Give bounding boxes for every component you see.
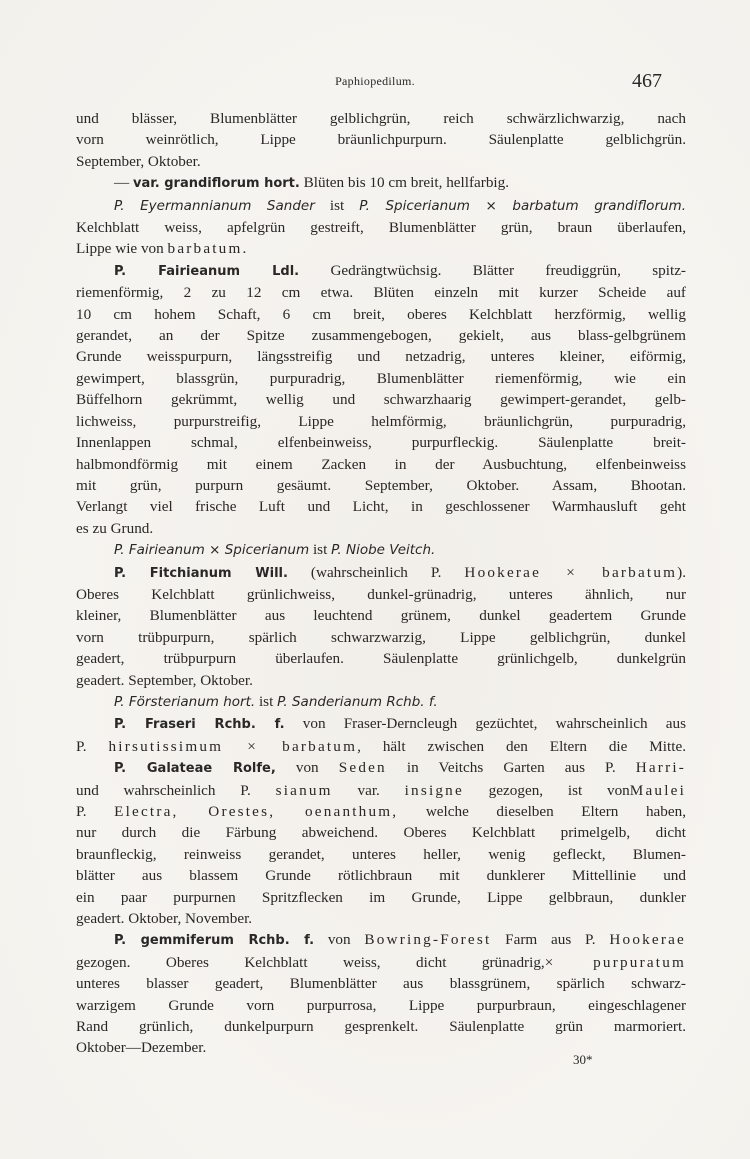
text-line — [76, 411, 686, 432]
line-text: und blässer, Blumenblätter gelblichgrün, reich schwärzlichwarzig, nach — [76, 110, 686, 127]
line-text: welche dieselben Eltern haben, — [398, 803, 686, 820]
line-text: Blüten bis 10 cm breit, hellfarbig. — [299, 174, 510, 192]
text-line — [76, 757, 686, 779]
line-text: vorn trübpurpurn, spärlich schwarzwarzig, Lippe gelblichgrün, dunkel — [76, 628, 686, 646]
text-line — [76, 1037, 686, 1058]
spaced-name: Hookerae — [609, 931, 686, 949]
line-text: gezogen, ist von — [463, 781, 630, 799]
hybrid-name-italic: P. Fairieanum × Spicerianum — [114, 542, 310, 559]
spaced-name: Bowring-Forest — [364, 931, 492, 949]
running-head: Paphiopedilum. — [335, 74, 415, 88]
text-line — [76, 260, 686, 282]
text-line — [76, 584, 686, 605]
text-line — [76, 346, 686, 367]
species-name-bold: P. Fairieanum Ldl. — [114, 263, 300, 279]
spaced-name: sianum — [275, 781, 333, 799]
line-text: Büffelhorn gekrümmt, wellig und schwarzhaarig gewimpert-gerandet, gelb- — [76, 391, 686, 409]
spaced-name: × purpuratum — [544, 953, 686, 971]
text-line — [76, 454, 686, 475]
species-name-bold: var. grandiflorum hort. — [132, 176, 300, 192]
line-text: Verlangt viel frische Luft und Licht, in geschlossener Warmhausluft geht — [76, 498, 686, 516]
line-text: gerandet, an der Spitze zusammengebogen, gekielt, aus blass-gelbgrünem — [76, 327, 686, 345]
text-line — [76, 670, 686, 691]
text-line — [76, 605, 686, 626]
hybrid-name-italic: P. Spicerianum × barbatum grandiflorum. — [359, 197, 686, 214]
line-text: braunfleckig, reinweiss gerandet, unteres heller, wenig gefleckt, Blumen- — [76, 845, 686, 863]
line-text: Gedrängtwüchsig. Blätter freudiggrün, spitz- — [299, 261, 686, 279]
text-line — [76, 865, 686, 886]
line-text: — — [114, 174, 133, 192]
line-text: von Fraser-Derncleugh gezüchtet, wahrscheinlich aus — [284, 715, 686, 733]
text-line — [76, 389, 686, 410]
line-text: September, Oktober. — [76, 152, 201, 170]
spaced-name: Harri- — [635, 759, 686, 777]
text-line — [76, 325, 686, 346]
line-text: Grunde weisspurpurn, längsstreifig und netzadrig, unteres kleiner, eiförmig, — [76, 348, 686, 366]
text-line — [76, 304, 686, 325]
hybrid-name-italic: P. Niobe Veitch. — [331, 542, 436, 559]
line-text: riemenförmig, 2 zu 12 cm etwa. Blüten einzeln mit kurzer Scheide auf — [76, 284, 686, 302]
species-name-bold: P. Galateae Rolfe, — [114, 761, 276, 777]
line-text: ). — [677, 563, 686, 581]
line-text: gezogen. Oberes Kelchblatt weiss, dicht grünadrig, — [76, 953, 545, 971]
line-text: und wahrscheinlich P. — [76, 781, 276, 799]
line-text: Kelchblatt weiss, apfelgrün gestreift, Blumenblätter grün, braun überlaufen, — [76, 219, 686, 237]
line-text: ist — [255, 692, 278, 710]
line-text: Farm aus P. — [491, 931, 610, 949]
text-line — [76, 973, 686, 994]
spaced-name: hirsutissimum × barbatum — [108, 737, 358, 755]
text-line — [76, 217, 686, 238]
text-line — [76, 780, 686, 801]
line-text: Innenlappen schmal, elfenbeinweiss, purpurfleckig. Säulenplatte breit- — [76, 434, 686, 452]
line-text: mit grün, purpurn gesäumt. September, Oktober. Assam, Bhootan. — [76, 476, 686, 494]
spaced-name: Maulei — [629, 781, 686, 799]
line-text: vorn weinrötlich, Lippe bräunlichpurpurn. Säulenplatte gelblichgrün. — [76, 131, 686, 149]
line-text: blätter aus blassem Grunde rötlichbraun mit dunklerer Mittellinie und — [76, 867, 686, 885]
text-line — [76, 172, 686, 194]
line-text: unteres blasser geadert, Blumenblätter aus blassgrünem, spärlich schwarz- — [76, 975, 686, 993]
text-line — [76, 995, 686, 1016]
spaced-name: Hookerae × barbatum — [464, 563, 678, 581]
text-line — [76, 108, 686, 129]
line-text: Rand grünlich, dunkelpurpurn gesprenkelt. Säulenplatte grün marmoriert. — [76, 1018, 686, 1036]
text-line — [76, 129, 686, 150]
spaced-name: Seden — [338, 759, 387, 777]
hybrid-name-italic: P. Försterianum hort. — [114, 693, 256, 710]
line-text: von — [314, 931, 365, 949]
line-text: kleiner, Blumenblätter aus leuchtend grünem, dunkel geadertem Grunde — [76, 607, 686, 625]
species-name-bold: P. Fitchianum Will. — [114, 565, 288, 581]
text-line — [76, 844, 686, 865]
text-line — [76, 562, 686, 584]
line-text: Lippe wie von — [76, 240, 168, 258]
text-line — [76, 432, 686, 453]
text-line — [76, 518, 686, 539]
line-text: ist — [309, 541, 332, 559]
text-line — [76, 908, 686, 929]
spaced-name: Electra, Orestes, oenanthum, — [114, 803, 399, 820]
line-text: halbmondförmig mit einem Zacken in der Ausbuchtung, elfenbeinweiss — [76, 455, 686, 473]
text-line — [76, 539, 686, 561]
text-line — [76, 475, 686, 496]
text-line — [76, 691, 686, 713]
line-text: Oberes Kelchblatt grünlichweiss, dunkel-grünadrig, unteres ähnlich, nur — [76, 585, 686, 603]
species-name-bold: P. Fraseri Rchb. f. — [114, 717, 285, 733]
spaced-name: insigne — [404, 781, 464, 799]
line-text: Oktober—Dezember. — [76, 1039, 207, 1057]
text-line — [76, 713, 686, 735]
text-line — [76, 929, 686, 951]
line-text: geadert. September, Oktober. — [76, 671, 253, 689]
text-line — [76, 801, 686, 822]
line-text: warzigem Grunde vorn purpurrosa, Lippe purpurbraun, eingeschlagener — [76, 996, 686, 1014]
hybrid-name-italic: P. Sanderianum Rchb. f. — [277, 693, 438, 710]
body-text — [76, 108, 686, 1059]
line-text: nur durch die Färbung abweichend. Oberes Kelchblatt primelgelb, dicht — [76, 824, 686, 842]
line-text: (wahrscheinlich P. — [287, 563, 465, 581]
line-text: 10 cm hohem Schaft, 6 cm breit, oberes Kelchblatt herzförmig, wellig — [76, 305, 686, 323]
signature-mark: 30* — [573, 1052, 593, 1067]
page-number: 467 — [632, 70, 662, 92]
text-line — [76, 648, 686, 669]
line-text: von — [275, 759, 339, 777]
text-line — [76, 368, 686, 389]
species-name-bold: P. gemmiferum Rchb. f. — [114, 933, 315, 949]
text-line — [76, 238, 686, 259]
spaced-name: barbatum. — [167, 240, 249, 258]
line-text: es zu Grund. — [76, 519, 154, 537]
line-text: lichweiss, purpurstreifig, Lippe helmförmig, bräunlichgrün, purpuradrig, — [76, 412, 686, 430]
line-text: P. — [76, 737, 109, 755]
text-line — [76, 822, 686, 843]
line-text: geadert, trübpurpurn überlaufen. Säulenplatte grünlichgelb, dunkelgrün — [76, 650, 686, 668]
text-line — [76, 496, 686, 517]
line-text: ein paar purpurnen Spritzflecken im Grunde, Lippe gelbbraun, dunkler — [76, 888, 686, 906]
text-line — [76, 627, 686, 648]
line-text: gewimpert, blassgrün, purpuradrig, Blumenblätter riemenförmig, wie ein — [76, 369, 686, 387]
text-line — [76, 1016, 686, 1037]
text-line — [76, 151, 686, 172]
hybrid-name-italic: P. Eyermannianum Sander — [114, 197, 315, 214]
line-text: var. — [332, 781, 405, 799]
line-text: in Veitchs Garten aus P. — [386, 759, 636, 777]
text-line — [76, 736, 686, 757]
line-text: ist — [314, 196, 360, 214]
text-line — [76, 887, 686, 908]
line-text: , hält zwischen den Eltern die Mitte. — [357, 737, 686, 755]
line-text: P. — [76, 803, 115, 820]
text-line — [76, 282, 686, 303]
text-line — [76, 195, 686, 217]
text-line — [76, 952, 686, 973]
line-text: geadert. Oktober, November. — [76, 910, 253, 928]
